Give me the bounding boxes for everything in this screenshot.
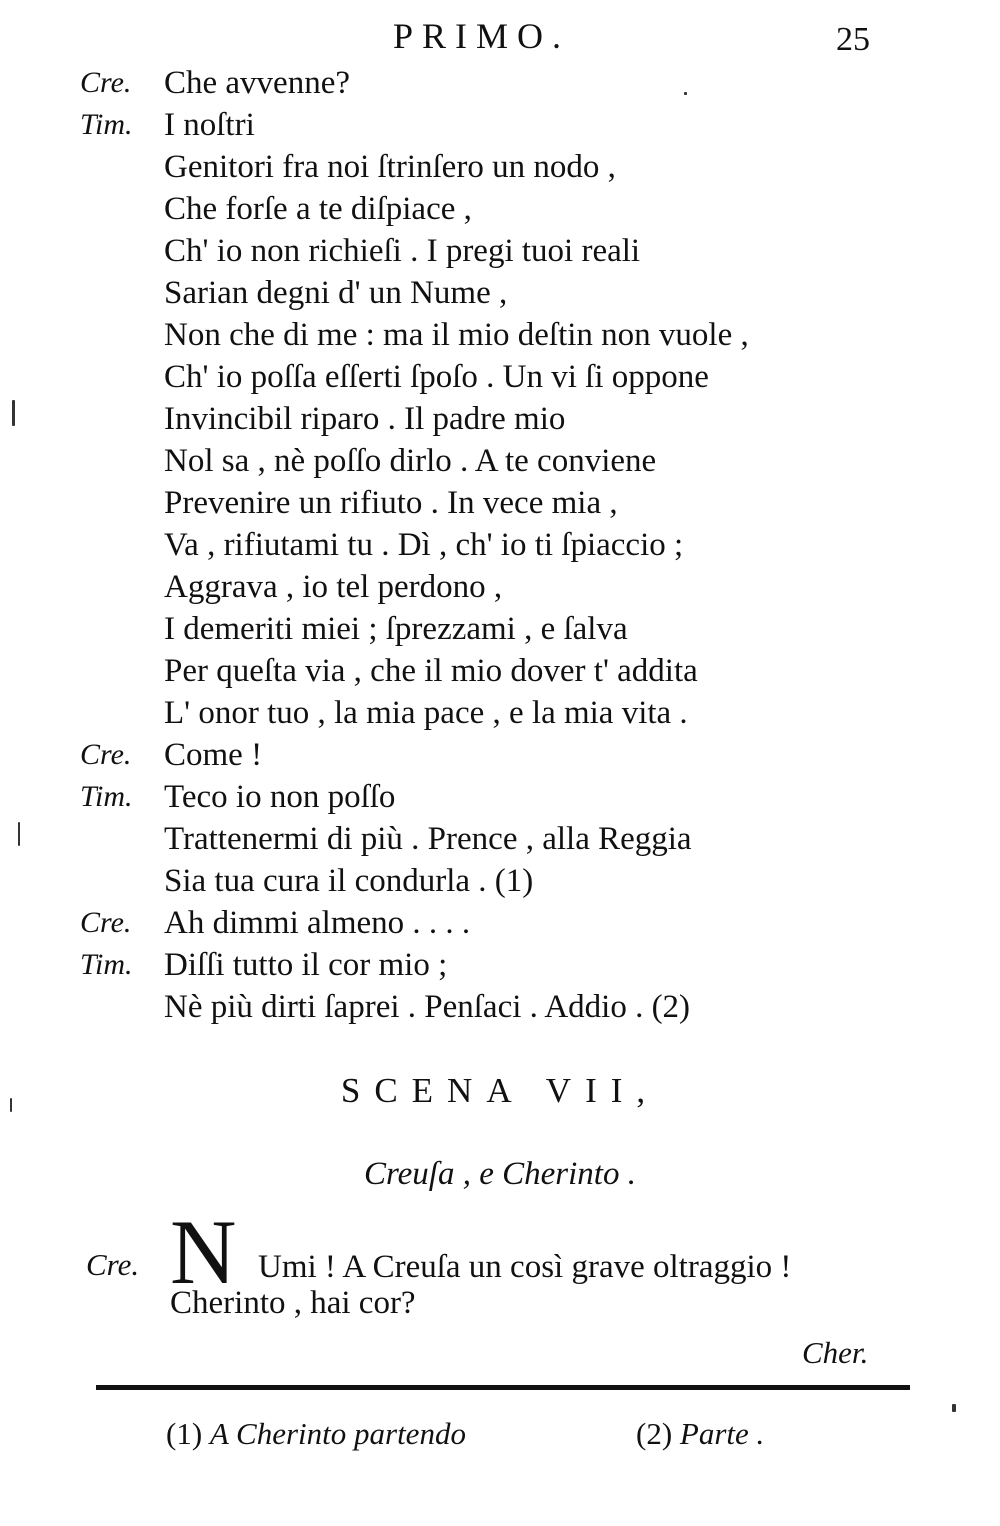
footnote-text: A Cherinto partendo (209, 1416, 466, 1451)
footnote (636, 1412, 764, 1456)
verse-text: Che avvenne? (164, 65, 350, 101)
running-head (0, 14, 1000, 58)
speaker-label: Tim. (80, 948, 133, 981)
verse-line (0, 62, 1000, 104)
verse-line (0, 146, 1000, 188)
verse-line (0, 692, 1000, 734)
verse-line (0, 188, 1000, 230)
verse-line (0, 902, 1000, 944)
drop-cap: N (170, 1201, 237, 1303)
verse-text: Prevenire un rifiuto . In vece mia , (164, 485, 618, 521)
verse-text: Sia tua cura il condurla . (1) (164, 863, 534, 899)
verse-line (0, 230, 1000, 272)
verse-line (0, 566, 1000, 608)
verse-line (0, 650, 1000, 692)
verse-line (0, 104, 1000, 146)
verse-text: Umi ! A Creuſa un così grave oltraggio ! (258, 1249, 792, 1285)
verse-text: Nè più dirti ſaprei . Penſaci . Addio . (2) (164, 989, 691, 1025)
scene-characters: Creuſa , e Cherinto . (364, 1156, 636, 1192)
verse-text: Sarian degni d' un Nume , (164, 275, 508, 311)
verse-line (0, 524, 1000, 566)
verse-text: Non che di me : ma il mio deſtin non vuole , (164, 317, 749, 353)
verse-text: Trattenermi di più . Prence , alla Reggia (164, 821, 692, 857)
verse-text: I demeriti miei ; ſprezzami , e ſalva (164, 611, 628, 647)
footnote-mark: (2) (636, 1416, 673, 1451)
verse-text: Come ! (164, 737, 263, 773)
verse-line (0, 776, 1000, 818)
verse-text: Per queſta via , che il mio dover t' addita (164, 653, 698, 689)
print-speck (952, 1404, 956, 1412)
footnote-mark: (1) (166, 1416, 203, 1451)
verse-text: Nol sa , nè poſſo dirlo . A te conviene (164, 443, 657, 479)
verse-text: Che forſe a te diſpiace , (164, 191, 472, 227)
verse-line (0, 314, 1000, 356)
verse-line (0, 818, 1000, 860)
footnote-text: Parte . (679, 1416, 765, 1451)
speaker-label: Cre. (86, 1247, 140, 1282)
print-speck (684, 92, 687, 95)
footnote-rule (96, 1385, 910, 1390)
verse-line (0, 482, 1000, 524)
speaker-label: Cre. (80, 66, 132, 99)
verse-text: Aggrava , io tel perdono , (164, 569, 503, 605)
verse-text: Ah dimmi almeno . . . . (164, 905, 471, 941)
verse-text: Invincibil riparo . Il padre mio (164, 401, 566, 437)
verse-line (0, 608, 1000, 650)
verse-text: Cherinto , hai cor? (170, 1285, 416, 1321)
running-title: PRIMO. (393, 16, 571, 56)
speaker-label: Tim. (80, 108, 133, 141)
page-number: 25 (836, 21, 870, 58)
footnote (166, 1412, 466, 1456)
speaker-label: Cre. (80, 906, 132, 939)
footnotes (0, 1412, 1000, 1456)
scene-heading: SCENA VII, (340, 1071, 660, 1110)
verse-text: Genitori fra noi ſtrinſero un nodo , (164, 149, 616, 185)
catchword: Cher. (802, 1335, 869, 1370)
verse-text: Ch' io poſſa eſſerti ſpoſo . Un vi ſi oppone (164, 359, 709, 395)
speaker-label: Tim. (80, 780, 133, 813)
verse-line (0, 398, 1000, 440)
verse-line (0, 440, 1000, 482)
verse-line (0, 986, 1000, 1028)
verse-line (0, 272, 1000, 314)
verse-text: Va , rifiutami tu . Dì , ch' io ti ſpiaccio ; (164, 527, 684, 563)
verse-text: I noſtri (164, 107, 255, 143)
verse-line (0, 860, 1000, 902)
verse-text: L' onor tuo , la mia pace , e la mia vita . (164, 695, 688, 731)
verse-line (0, 356, 1000, 398)
verse-line (0, 944, 1000, 986)
speaker-label: Cre. (80, 738, 132, 771)
verse-line (0, 734, 1000, 776)
print-speck (10, 1098, 12, 1112)
print-speck (12, 400, 15, 426)
verse-text: Teco io non poſſo (164, 779, 396, 815)
verse-text: Diſſi tutto il cor mio ; (164, 947, 448, 983)
verse-text: Ch' io non richieſi . I pregi tuoi reali (164, 233, 641, 269)
print-speck (18, 822, 20, 846)
